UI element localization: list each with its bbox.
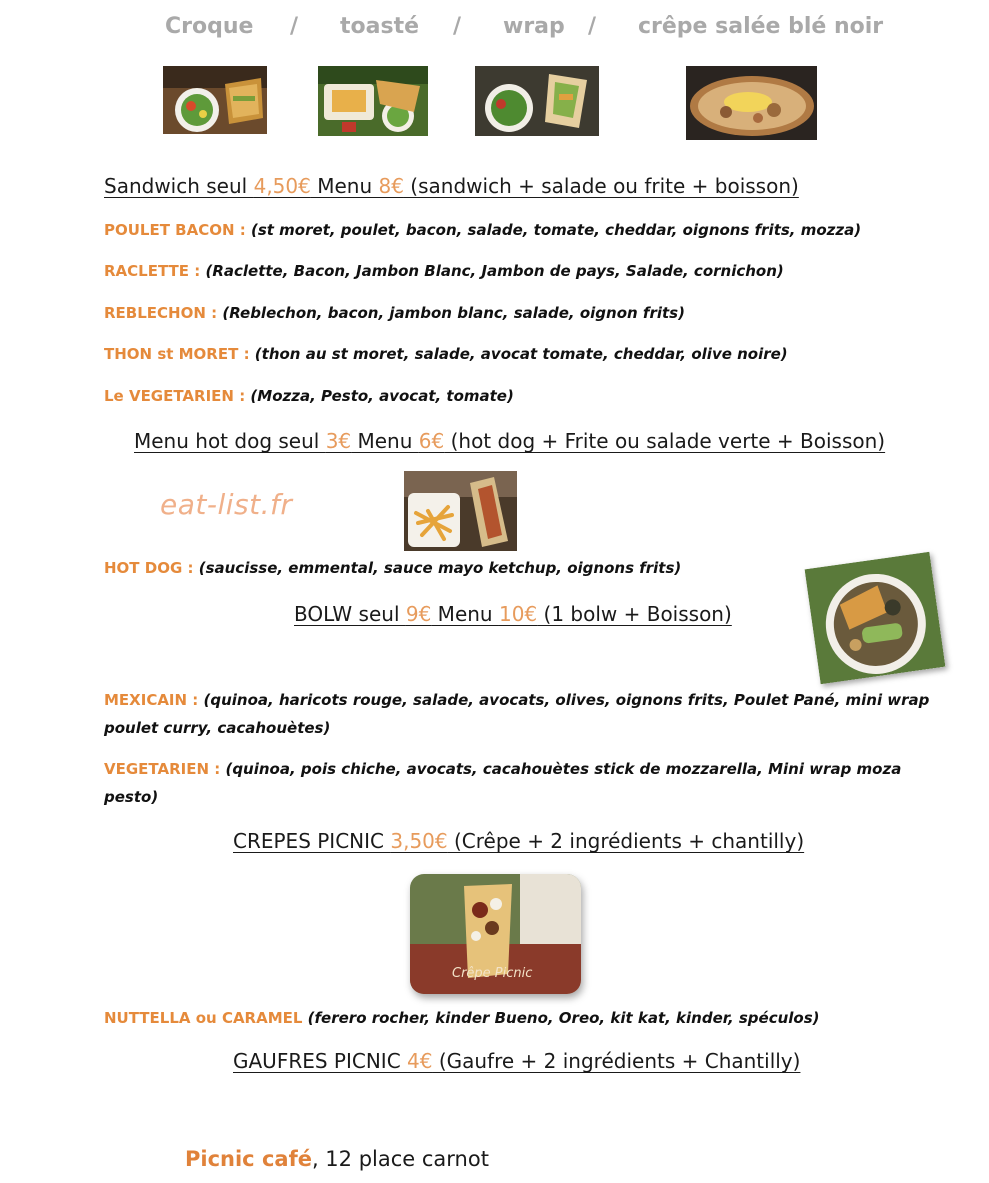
crepes-section-heading: [233, 829, 804, 853]
item-description: (st moret, poulet, bacon, salade, tomate, cheddar, oignons frits, mozza): [250, 221, 862, 239]
item-name: HOT DOG :: [104, 559, 199, 577]
item-description: (quinoa, pois chiche, avocats, cacahouètes stick de mozzarella, Mini wrap moza pesto): [104, 760, 902, 806]
heading-text: Menu: [431, 602, 499, 626]
item-description: (saucisse, emmental, sauce mayo ketchup, oignons frits): [198, 559, 682, 577]
restaurant-name: Picnic café: [185, 1147, 312, 1171]
bowl-section-heading: [294, 602, 732, 626]
heading-text: (sandwich + salade ou frite + boisson): [403, 174, 799, 198]
item-name: RACLETTE :: [104, 262, 206, 280]
price-menu: 6€: [418, 429, 445, 453]
category-croque: Croque: [165, 14, 254, 39]
category-nav: [0, 14, 989, 50]
menu-item-raclette: [104, 261, 784, 281]
price-menu: 8€: [378, 174, 404, 198]
item-name: REBLECHON :: [104, 304, 223, 322]
crepe-photo: [410, 874, 581, 994]
heading-text: Menu hot dog seul: [134, 429, 326, 453]
item-name: THON st MORET :: [104, 345, 255, 363]
heading-text: (Gaufre + 2 ingrédients + Chantilly): [432, 1049, 801, 1073]
footer-address: [185, 1147, 489, 1171]
gaufres-section-heading: [233, 1049, 800, 1073]
item-description: (ferero rocher, kinder Bueno, Oreo, kit kat, kinder, spéculos): [307, 1009, 820, 1027]
item-name: Le VEGETARIEN :: [104, 387, 251, 405]
item-description: (Mozza, Pesto, avocat, tomate): [250, 387, 514, 405]
hotdog-photo: [404, 471, 517, 551]
restaurant-address: , 12 place carnot: [311, 1147, 489, 1171]
watermark: eat-list.fr: [160, 488, 293, 521]
heading-text: (hot dog + Frite ou salade verte + Boisson): [444, 429, 886, 453]
menu-item-vegetarien-bowl: [104, 755, 934, 811]
menu-item-poulet-bacon: [104, 220, 861, 240]
price-single: 9€: [405, 602, 432, 626]
toaste-photo: [318, 66, 428, 136]
menu-item-hot-dog: [104, 558, 681, 578]
wrap-photo: [475, 66, 599, 136]
item-name: NUTTELLA ou CARAMEL: [104, 1009, 308, 1027]
heading-text: BOLW seul: [294, 602, 406, 626]
item-description: (Raclette, Bacon, Jambon Blanc, Jambon de pays, Salade, cornichon): [205, 262, 784, 280]
price-single: 3€: [325, 429, 352, 453]
heading-text: CREPES PICNIC: [233, 829, 391, 853]
price-single: 3,50€: [390, 829, 448, 853]
sandwich-section-heading: [104, 174, 799, 198]
heading-text: Sandwich seul: [104, 174, 254, 198]
category-separator: /: [453, 14, 462, 39]
menu-item-thon: [104, 344, 788, 364]
hotdog-section-heading: [134, 429, 885, 453]
crepe-salee-photo: [686, 66, 817, 140]
heading-text: (1 bolw + Boisson): [537, 602, 732, 626]
croque-photo: [163, 66, 267, 134]
item-name: VEGETARIEN :: [104, 760, 226, 778]
bowl-photo: [805, 552, 946, 684]
photo-caption: Crêpe Picnic: [452, 966, 533, 981]
price-menu: 10€: [498, 602, 538, 626]
heading-text: Menu: [351, 429, 419, 453]
menu-item-nuttella: [104, 1008, 820, 1028]
heading-text: (Crêpe + 2 ingrédients + chantilly): [447, 829, 805, 853]
item-name: MEXICAIN :: [104, 691, 204, 709]
price-single: 4,50€: [253, 174, 311, 198]
category-separator: /: [588, 14, 597, 39]
item-name: POULET BACON :: [104, 221, 251, 239]
menu-item-mexicain: [104, 686, 934, 742]
category-toaste: toasté: [340, 14, 420, 39]
menu-item-vegetarien-sandwich: [104, 386, 514, 406]
item-description: (Reblechon, bacon, jambon blanc, salade, oignon frits): [222, 304, 685, 322]
heading-text: GAUFRES PICNIC: [233, 1049, 408, 1073]
menu-item-reblechon: [104, 303, 685, 323]
item-description: (thon au st moret, salade, avocat tomate, cheddar, olive noire): [254, 345, 788, 363]
item-description: (quinoa, haricots rouge, salade, avocats, olives, oignons frits, Poulet Pané, mini wrap poulet curry, cacahouètes): [104, 691, 930, 737]
category-crepe-salee: crêpe salée blé noir: [638, 14, 884, 39]
category-separator: /: [290, 14, 299, 39]
price-single: 4€: [407, 1049, 433, 1073]
category-wrap: wrap: [503, 14, 565, 39]
heading-text: Menu: [310, 174, 379, 198]
